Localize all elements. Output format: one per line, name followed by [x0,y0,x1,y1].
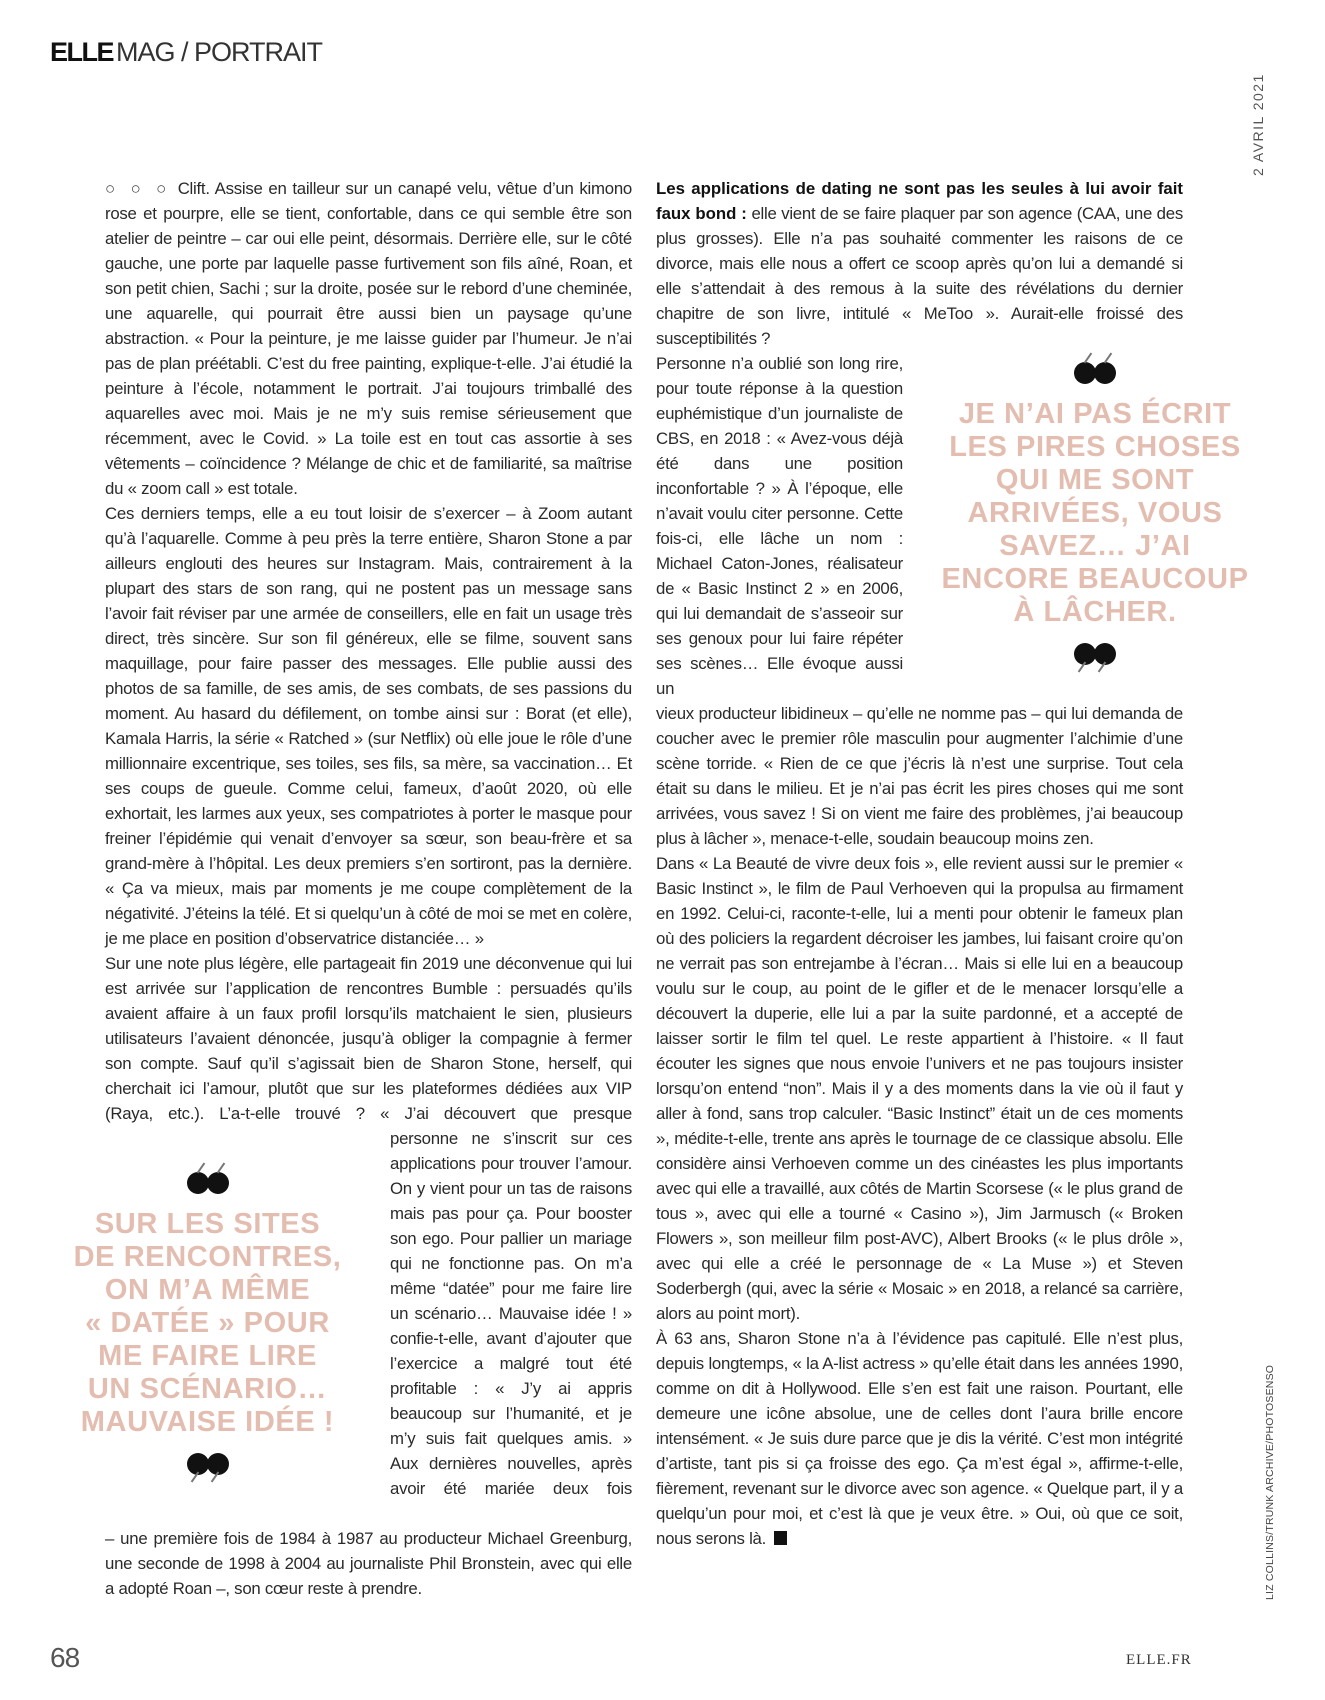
pull-quote-line: ME FAIRE LIRE [98,1340,317,1372]
open-quote-icon [925,362,1265,386]
pull-quote-left [45,1172,370,1477]
elle-logo: ELLE [50,37,114,67]
pull-quote-line: DE RENCONTRES, [73,1241,342,1273]
pull-quote-line: ENCORE BEAUCOUP [941,563,1249,595]
paragraph: Ces derniers temps, elle a eu tout loisir de s’exercer – à Zoom autant qu’à l’aquarelle. Comme à peu près la terre entière, Sharon Stone a par ailleurs englouti des heures sur Instagram. Mais, contrairement à la plupart des stars de son rang, qui ne postent pas un message sans l’avoir fait réviser par une armée de conseillers, elle en fait un usage très direct, très sincère. Sur son fil généreux, elle se filme, souvent sans maquillage, pour faire passer des messages. Elle publie aussi des photos de sa famille, de ses amis, de ses combats, de ses passions du moment. Au hasard du défilement, on tombe ainsi sur : Borat (et elle), Kamala Harris, la série « Ratched » (sur Netflix) où elle joue le rôle d’une millionnaire excentrique, ses toiles, ses fils, sa mère, sa vaccination… Et ses coups de gueule. Comme celui, fameux, d’août 2020, où elle exhortait, les larmes aux yeux, ses compatriotes à porter le masque pour freiner l’épidémie qui venait d’envoyer sa sœur, son beau-frère et sa grand-mère à l’hôpital. Les deux premiers s’en sortiront, pas la dernière. « Ça va mieux, mais par moments je me coupe complètement de la négativité. J’éteins la télé. Et si quelqu’un à côté de moi se met en colère, je me place en position d’observatrice distanciée… » [105,504,632,948]
section-title: MAG / PORTRAIT [116,37,323,67]
site-name: ELLE.FR [1126,1652,1192,1668]
page-number: 68 [50,1642,80,1673]
pull-quote-line: UN SCÉNARIO… [87,1373,328,1405]
pull-quote-line: ON M’A MÊME [104,1274,311,1306]
pull-quote-line: À LÂCHER. [1013,596,1177,628]
close-quote-icon [45,1453,370,1477]
paragraph [656,176,1183,351]
right-column-block-1 [656,176,1183,351]
right-column-block-3 [656,701,1183,1601]
left-column-block-3 [105,1526,632,1601]
pull-quote-line: JE N’AI PAS ÉCRIT [958,398,1232,430]
pull-quote-line: LES PIRES CHOSES [949,431,1241,463]
left-column-block-2 [390,1126,632,1526]
paragraph [656,1326,1183,1551]
paragraph-text: Clift. Assise en tailleur sur un canapé velu, vêtue d’un kimono rose et pourpre, elle se tient, confortable, dans ce qui semble être son atelier de peintre – car oui elle peint, désormais. Derrière elle, sur le côté gauche, une porte par laquelle passe furtivement son fils aîné, Roan, et son petit chien, Sachi ; sur la droite, posée sur le rebord d’une cheminée, une aquarelle, qui pourrait être aussi bien un paysage qu’une abstraction. « Pour la peinture, je me laisse guider par l’humeur. Je n’ai pas de plan préétabli. C’est du free painting, explique-t-elle. J’ai étudié la peinture à l’école, notamment le portrait. J’ai toujours trimballé des aquarelles avec moi. Mais je ne m’y suis remise sérieusement que récemment, avec le Covid. » La toile est en tout cas assortie à ses vêtements – coïncidence ? Mélange de chic et de familiarité, sa maîtrise du « zoom call » est totale. [105,179,632,498]
open-quote-icon [45,1172,370,1196]
issue-date: 2 AVRIL 2021 [1250,73,1266,176]
paragraph: Personne n’a oublié son long rire, pour toute réponse à la question euphémistique d’un journaliste de CBS, en 2018 : « Avez-vous déjà été dans une position inconfortable ? » À l’époque, elle n’avait voulu citer personne. Cette fois-ci, elle lâche un nom : Michael Caton-Jones, réalisateur de « Basic Instinct 2 » en 2006, qui lui demandait de s’asseoir sur ses genoux pour lui faire répéter ses scènes… Elle évoque aussi un [656,354,903,698]
close-quote-icon [925,643,1265,667]
paragraph: personne ne s’inscrit sur ces applications pour trouver l’amour. On y vient pour un tas de raisons mais pas pour ça. Pour booster son ego. Pour pallier un mariage qui ne fonctionne pas. On m’a même “datée” pour me faire lire un scénario… Mauvaise idée ! » confie-t-elle, avant d’ajouter que l’exercice a malgré tout été profitable : « J’y ai appris beaucoup sur l’humanité, et je m’y suis fait quelques amis. » Aux dernières nouvelles, après avoir été mariée deux fois [390,1129,632,1498]
pull-quote-line: QUI ME SONT [995,464,1195,496]
pull-quote-line: SUR LES SITES [94,1208,321,1240]
left-column-block-1 [105,176,632,1126]
pull-quote-line: ARRIVÉES, VOUS [967,497,1223,529]
pull-quote-right [925,362,1265,667]
pull-quote-line: SAVEZ… J’AI [999,530,1191,562]
section-header [50,36,322,68]
end-of-article-icon [774,1531,787,1545]
photo-credit: LIZ COLLINS/TRUNK ARCHIVE/PHOTOSENSO [1264,1364,1276,1600]
pull-quote-line: MAUVAISE IDÉE ! [80,1406,335,1438]
pull-quote-line: « DATÉE » POUR [85,1307,330,1339]
paragraph-text: À 63 ans, Sharon Stone n’a à l’évidence pas capitulé. Elle n’est plus, depuis longtemps, « la A-list actress » qu’elle était dans les années 1990, comme on dit à Hollywood. Elle s’en est fait une raison. Pourtant, elle demeure une icône absolue, une de celles dont l’aura brille encore intensément. « Je suis dure parce que je dis la vérité. C’est mon intégrité d’artiste, tant pis si ça froisse des ego. Ça m’est égal », affirme-t-elle, fièrement, revenant sur le divorce avec son agence. « Quelque part, il y a quelqu’un pour moi, et c’est là que je veux être. » Oui, où que ce soit, nous serons là. [656,1329,1183,1548]
lead-marker: ○ ○ ○ [105,179,172,198]
paragraph: Sur une note plus légère, elle partageait fin 2019 une déconvenue qui lui est arrivée sur l’application de rencontres Bumble : persuadés qu’ils avaient affaire à un faux profil lorsqu’ils matchaient le sien, plusieurs utilisateurs l’avaient dénoncée, jusqu’à obliger la compagnie à fermer son compte. Sauf qu’il s’agissait bien de Sharon Stone, herself, qui cherchait ici l’amour, plutôt que sur les plateformes dédiées aux VIP (Raya, etc.). L’a-t-elle trouvé ? « J’ai découvert que presque [105,954,632,1123]
lead-in-bold: Les applications de dating ne sont pas les seules à lui avoir fait faux bond : [656,179,1183,223]
paragraph: vieux producteur libidineux – qu’elle ne nomme pas – qui lui demanda de coucher avec le premier rôle masculin pour augmenter l’alchimie d’une scène torride. « Rien de ce que j’écris là n’est une surprise. Tout cela était su dans le milieu. Et je n’ai pas écrit les pires choses qui me sont arrivées, vous savez ! Si on vient me faire des problèmes, j’ai beaucoup plus à lâcher », menace-t-elle, soudain beaucoup moins zen. [656,704,1183,848]
paragraph [105,176,632,501]
paragraph: Dans « La Beauté de vivre deux fois », elle revient aussi sur le premier « Basic Instinct », le film de Paul Verhoeven qui la propulsa au firmament en 1992. Celui-ci, raconte-t-elle, lui a menti pour obtenir le fameux plan où des policiers la regardent décroiser les jambes, lui faisant croire qu’on ne verrait pas son entrejambe à l’écran… Mais si elle lui en a beaucoup voulu sur le coup, au point de le gifler et de le menacer lorsqu’elle a découvert la duperie, elle lui a par la suite pardonné, et a accepté de laisser sortir le film tel quel. Le reste appartient à l’histoire. « Il faut écouter les signes que nous envoie l’univers et ne pas toujours insister lorsqu’on entend “non”. Mais il y a des moments dans la vie où il faut y aller à fond, sans trop calculer. “Basic Instinct” était un de ces moments », médite-t-elle, trente ans après le tournage de ce classique absolu. Elle considère ainsi Verhoeven comme un des cinéastes les plus importants avec qui elle a travaillé, aux côtés de Martin Scorsese (« le plus grand de tous », avec qui elle a tourné « Casino »), Jim Jarmusch (« Broken Flowers », son meilleur film post-AVC), Albert Brooks (« le plus drôle », avec qui elle a créé le personnage de « La Muse ») et Steven Soderbergh (qui, avec la série « Mosaic » en 2018, a relancé sa carrière, alors au point mort). [656,854,1183,1323]
paragraph-text: elle vient de se faire plaquer par son agence (CAA, une des plus grosses). Elle n’a pas souhaité commenter les raisons de ce divorce, mais elle nous a offert ce scoop après qu’on lui a demandé si elle s’attendait à des remous à la suite des révélations du dernier chapitre de son livre, intitulé « MeToo ». Aurait-elle froissé des susceptibilités ? [656,204,1183,348]
paragraph: – une première fois de 1984 à 1987 au producteur Michael Greenburg, une seconde de 1998 à 2004 au journaliste Phil Bronstein, avec qui elle a adopté Roan –, son cœur reste à prendre. [105,1529,632,1598]
right-column-block-2 [656,351,903,701]
